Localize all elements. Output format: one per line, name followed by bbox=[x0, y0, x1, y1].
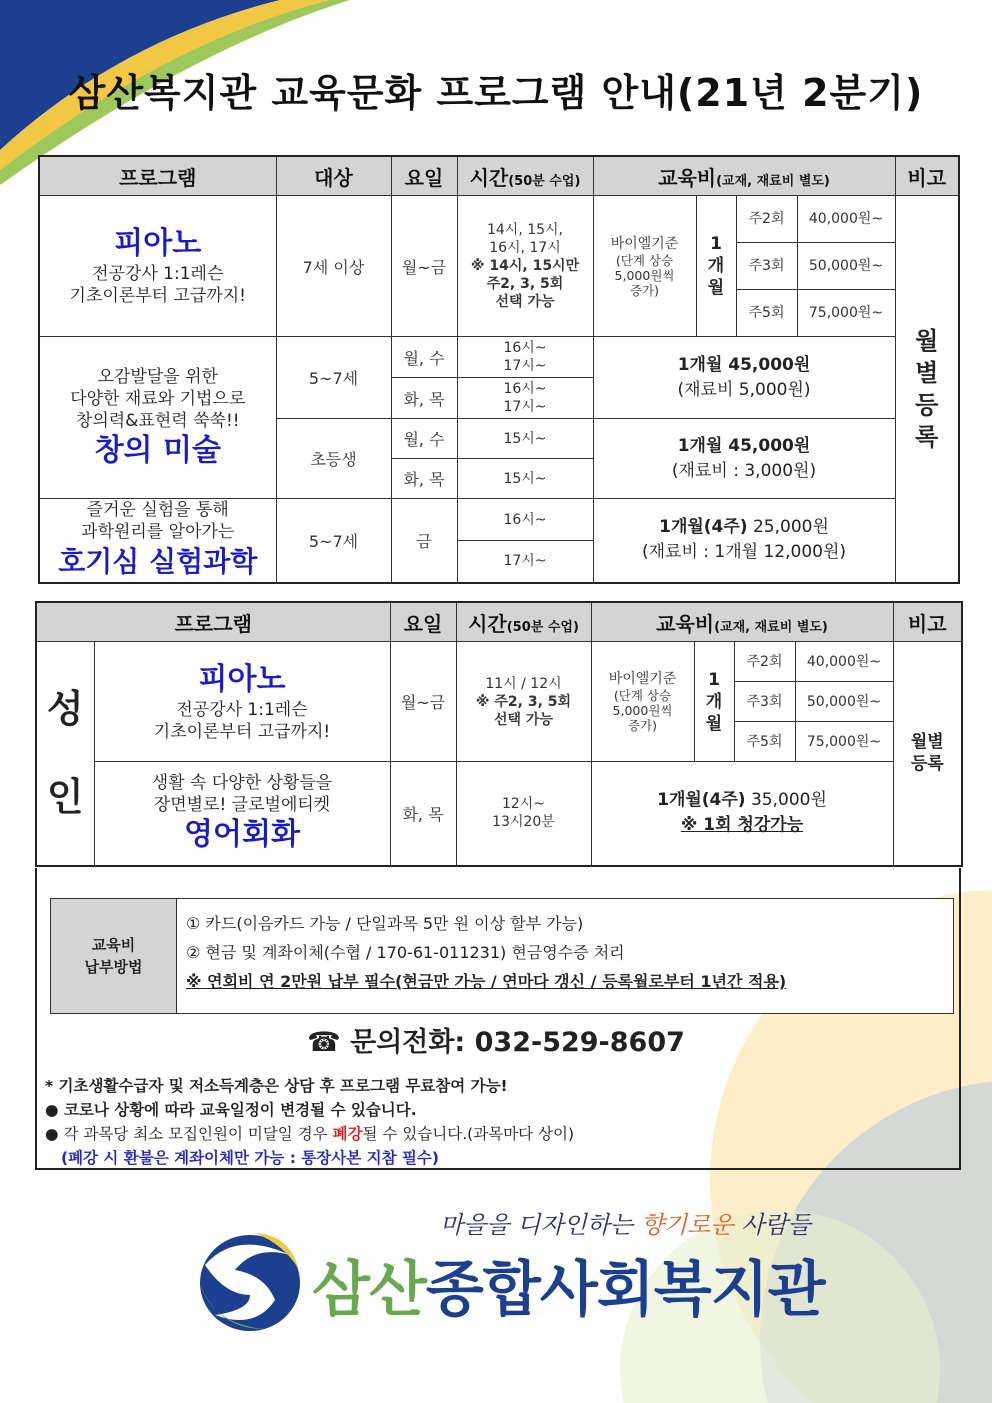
rate-price: 40,000원~ bbox=[797, 196, 895, 243]
science-day: 금 bbox=[391, 499, 457, 583]
page-title: 삼산복지관 교육문화 프로그램 안내(21년 2분기) bbox=[68, 71, 924, 115]
adult-piano-cell: 피아노 전공강사 1:1레슨 기초이론부터 고급까지! bbox=[94, 642, 390, 762]
english-program-cell: 생활 속 다양한 상황들을 장면별로! 글로벌에티켓 영어회화 bbox=[94, 762, 390, 866]
adult-piano-basis: 바이엘기준 (단계 상승 5,000원씩 증가) bbox=[591, 642, 694, 762]
rate-price: 75,000원~ bbox=[795, 722, 893, 762]
header-program: 프로그램 bbox=[39, 156, 276, 196]
header-fee: 교육비(교재, 재료비 별도) bbox=[593, 156, 895, 196]
note-refund: (폐강 시 환불은 계좌이체만 가능 : 통장사본 지참 필수) bbox=[61, 1149, 439, 1167]
s-wave-logo-icon bbox=[195, 1225, 305, 1335]
payment-lines bbox=[186, 909, 947, 996]
contact-phone: ☎ 문의전화: 032-529-8607 bbox=[307, 1027, 685, 1058]
adult-piano-title: 피아노 bbox=[198, 661, 286, 697]
children-program-table bbox=[38, 155, 960, 584]
art-day: 월, 수 bbox=[391, 337, 457, 378]
phone-icon: ☎ bbox=[307, 1027, 341, 1058]
rate-freq: 주5회 bbox=[736, 290, 797, 337]
payment-cash: ② 현금 및 계좌이체(수협 / 170-61-011231) 현금영수증 처리 bbox=[186, 943, 625, 962]
art-day: 화, 목 bbox=[391, 459, 457, 499]
piano-month: 1 개 월 bbox=[696, 196, 736, 337]
header-time: 시간(50분 수업) bbox=[456, 602, 591, 642]
notes bbox=[45, 1074, 945, 1170]
rate-price: 50,000원~ bbox=[797, 243, 895, 290]
art-fee: 1개월 45,000원 (재료비 : 3,000원) bbox=[593, 419, 895, 499]
note-free: * 기초생활수급자 및 저소득계층은 상담 후 프로그램 무료참여 가능! bbox=[45, 1077, 508, 1095]
piano-target: 7세 이상 bbox=[276, 196, 391, 337]
art-target: 초등생 bbox=[276, 419, 391, 499]
art-time: 16시~ 17시~ bbox=[457, 337, 593, 378]
english-time: 12시~ 13시20분 bbox=[456, 762, 591, 866]
rate-price: 75,000원~ bbox=[797, 290, 895, 337]
art-time: 16시~ 17시~ bbox=[457, 378, 593, 419]
rate-freq: 주5회 bbox=[734, 722, 795, 762]
adult-remark: 월별 등록 bbox=[893, 642, 962, 866]
rate-freq: 주3회 bbox=[734, 682, 795, 722]
science-program-cell: 즐거운 실험을 통해 과학원리를 알아가는 호기심 실험과학 bbox=[39, 499, 276, 583]
table-header-row bbox=[36, 602, 962, 642]
note-cancel: ● 각 과목당 최소 모집인원이 미달일 경우 폐강될 수 있습니다.(과목마다 상이) bbox=[45, 1125, 575, 1143]
payment-annual-fee: ※ 연회비 연 2만원 납부 필수(현금만 가능 / 연마다 갱신 / 등록월로부터 1년간 적용) bbox=[186, 972, 787, 991]
art-day: 월, 수 bbox=[391, 419, 457, 459]
science-fee: 1개월(4주) 25,000원 (재료비 : 1개월 12,000원) bbox=[593, 499, 895, 583]
payment-card: ① 카드(이음카드 가능 / 단일과목 5만 원 이상 할부 가능) bbox=[186, 914, 584, 933]
rate-freq: 주2회 bbox=[736, 196, 797, 243]
adult-label: 성 인 bbox=[36, 642, 94, 866]
logo-name: 삼산종합사회복지관 bbox=[312, 1255, 825, 1325]
header-remark: 비고 bbox=[895, 156, 959, 196]
adult-program-table bbox=[35, 601, 963, 867]
rate-price: 40,000원~ bbox=[795, 642, 893, 682]
rate-price: 50,000원~ bbox=[795, 682, 893, 722]
art-program-cell: 오감발달을 위한 다양한 재료와 기법으로 창의력&표현력 쑥쑥!! 창의 미술 bbox=[39, 337, 276, 499]
piano-time: 14시, 15시, 16시, 17시 ※ 14시, 15시만 주2, 3, 5회 선택 가능 bbox=[457, 196, 593, 337]
header-time: 시간(50분 수업) bbox=[457, 156, 593, 196]
art-fee: 1개월 45,000원 (재료비 5,000원) bbox=[593, 337, 895, 419]
header-day: 요일 bbox=[391, 156, 457, 196]
art-time: 15시~ bbox=[457, 419, 593, 459]
header-program: 프로그램 bbox=[36, 602, 390, 642]
english-fee: 1개월(4주) 35,000원 ※ 1회 청강가능 bbox=[591, 762, 893, 866]
adult-piano-day: 월~금 bbox=[390, 642, 456, 762]
piano-program-cell: 피아노 전공강사 1:1레슨 기초이론부터 고급까지! bbox=[39, 196, 276, 337]
header-fee: 교육비(교재, 재료비 별도) bbox=[591, 602, 893, 642]
rate-freq: 주2회 bbox=[734, 642, 795, 682]
payment-label: 교육비 납부방법 bbox=[51, 899, 177, 1013]
table-header-row bbox=[39, 156, 959, 196]
science-time: 16시~ bbox=[457, 499, 593, 541]
art-day: 화, 목 bbox=[391, 378, 457, 419]
science-title: 호기심 실험과학 bbox=[58, 545, 258, 579]
art-title: 창의 미술 bbox=[94, 432, 221, 468]
header-target: 대상 bbox=[276, 156, 391, 196]
payment-method-box bbox=[50, 898, 954, 1014]
header-remark: 비고 bbox=[893, 602, 962, 642]
science-time: 17시~ bbox=[457, 541, 593, 583]
logo-slogan: 마을을 디자인하는 향기로운 사람들 bbox=[440, 1211, 811, 1239]
art-target: 5~7세 bbox=[276, 337, 391, 419]
art-time: 15시~ bbox=[457, 459, 593, 499]
english-title: 영어회화 bbox=[184, 817, 300, 853]
piano-basis: 바이엘기준 (단계 상승 5,000원씩 증가) bbox=[593, 196, 696, 337]
note-covid: ● 코로나 상황에 따라 교육일정이 변경될 수 있습니다. bbox=[45, 1101, 417, 1119]
piano-day: 월~금 bbox=[391, 196, 457, 337]
rate-freq: 주3회 bbox=[736, 243, 797, 290]
english-day: 화, 목 bbox=[390, 762, 456, 866]
remark-monthly-registration: 월 별 등 록 bbox=[895, 196, 959, 583]
piano-title: 피아노 bbox=[114, 226, 202, 261]
adult-piano-time: 11시 / 12시 ※ 주2, 3, 5회 선택 가능 bbox=[456, 642, 591, 762]
adult-piano-month: 1 개 월 bbox=[694, 642, 734, 762]
header-day: 요일 bbox=[390, 602, 456, 642]
science-target: 5~7세 bbox=[276, 499, 391, 583]
